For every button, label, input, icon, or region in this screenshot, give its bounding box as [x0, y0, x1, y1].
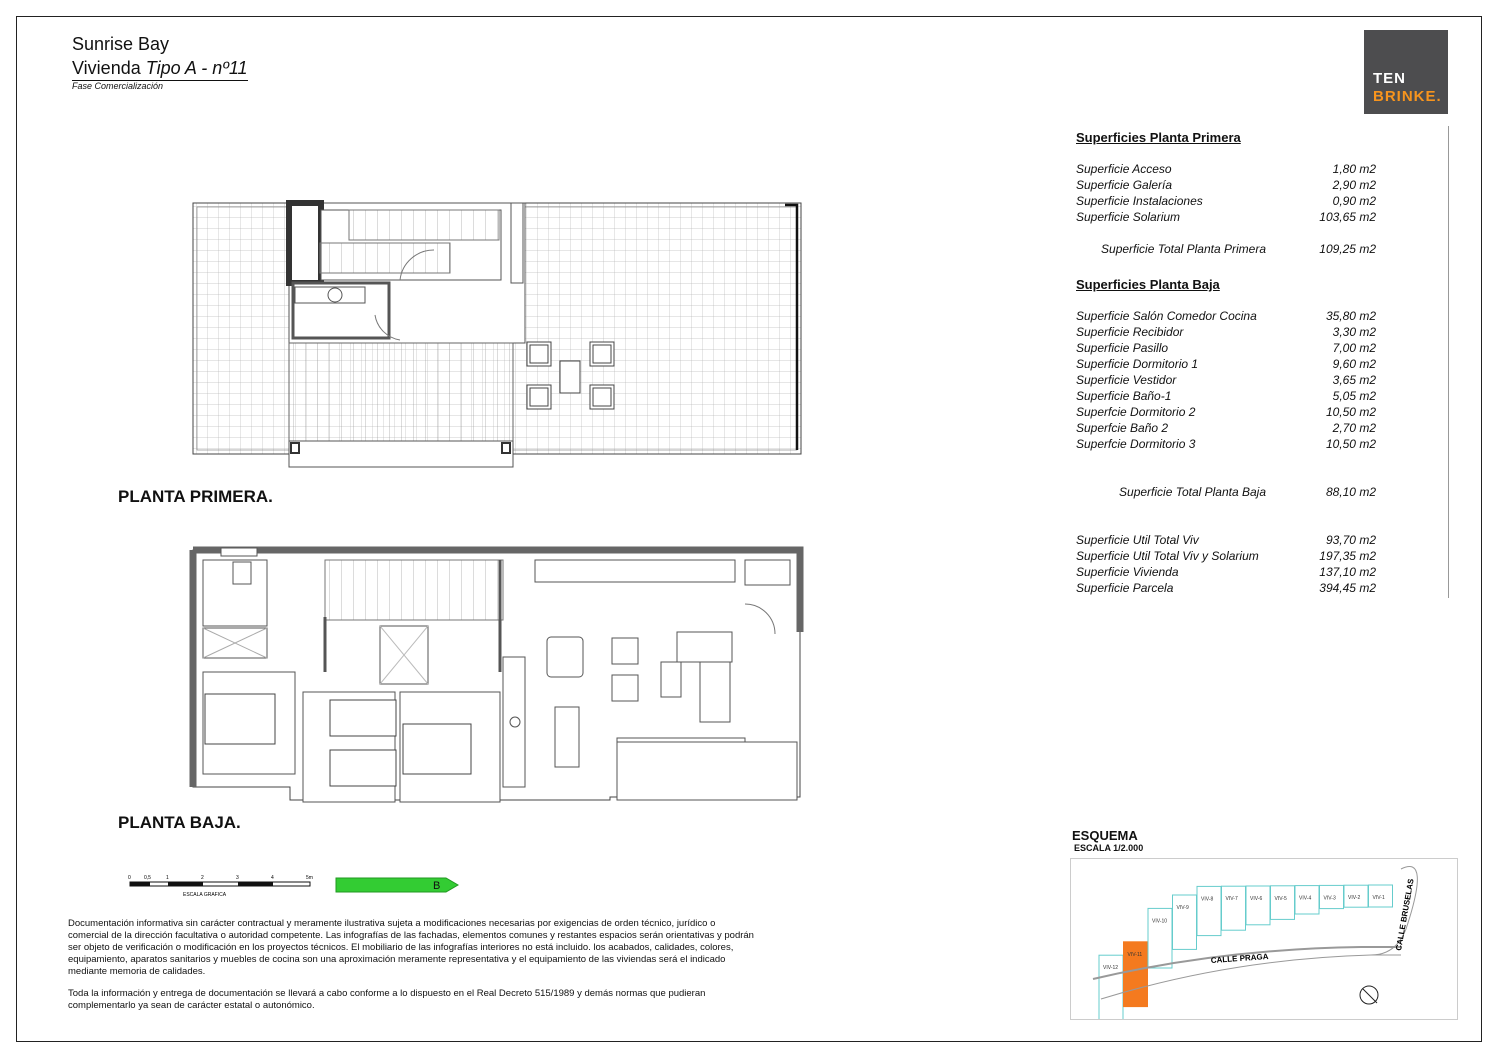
- surface-value: 7,00 m2: [1332, 341, 1376, 355]
- ground-floor-label: PLANTA BAJA.: [118, 813, 241, 832]
- total-label: Superficie Total Planta Baja: [1119, 485, 1266, 499]
- site-unit-label: VIV-11: [1127, 951, 1143, 958]
- site-unit-label: VIV-8: [1201, 896, 1214, 903]
- surface-value: 1,80 m2: [1332, 162, 1376, 176]
- first-floor-heading: Superficies Planta Primera: [1076, 130, 1241, 145]
- total-label: Superficie Total Planta Primera: [1101, 242, 1266, 256]
- surface-label: Superfcie Baño 2: [1076, 421, 1169, 435]
- surface-row: [1076, 309, 1376, 325]
- surface-label: Superficie Galería: [1076, 178, 1173, 192]
- scale-tick: 3: [236, 875, 239, 881]
- street-bruselas-label: CALLE BRUSELAS: [1394, 878, 1416, 952]
- street-praga-label: CALLE PRAGA: [1210, 951, 1269, 965]
- site-plan-map: [1071, 859, 1457, 1019]
- surface-value: 0,90 m2: [1332, 194, 1376, 208]
- energy-rating-label: B: [433, 880, 441, 892]
- site-unit-label: VIV-12: [1103, 965, 1119, 972]
- site-plan: [1070, 858, 1458, 1020]
- surface-label: Superficie Vestidor: [1076, 373, 1177, 387]
- scale-tick: 0: [128, 875, 131, 881]
- surface-label: Superficie Instalaciones: [1076, 194, 1203, 208]
- surface-value: 394,45 m2: [1319, 581, 1376, 595]
- surface-label: Superficie Acceso: [1076, 162, 1172, 176]
- site-unit-label: VIV-7: [1225, 896, 1238, 903]
- site-unit-viv-9: [1173, 895, 1197, 949]
- surface-row: [1076, 405, 1376, 421]
- site-unit-viv-7: [1222, 886, 1246, 930]
- surface-row: [1076, 533, 1376, 549]
- first-floor-label: PLANTA PRIMERA.: [118, 487, 273, 506]
- surface-label: Superficie Util Total Viv y Solarium: [1076, 549, 1259, 563]
- surface-row: [1076, 581, 1376, 597]
- project-title: Sunrise Bay: [72, 34, 170, 54]
- surface-value: 10,50 m2: [1325, 437, 1376, 451]
- surface-value: 3,65 m2: [1332, 373, 1376, 387]
- surface-row: [1076, 341, 1376, 357]
- graphic-scale: [128, 872, 468, 900]
- first-floor-total: [1076, 242, 1376, 258]
- surface-label: Superficie Salón Comedor Cocina: [1076, 309, 1257, 323]
- site-unit-label: VIV-2: [1348, 895, 1361, 902]
- surface-label: Superficie Vivienda: [1076, 565, 1179, 579]
- total-value: 109,25 m2: [1319, 242, 1376, 256]
- surface-label: Superficie Pasillo: [1076, 341, 1169, 355]
- surface-label: Superficie Baño-1: [1076, 389, 1172, 403]
- surface-value: 3,30 m2: [1332, 325, 1376, 339]
- site-unit-viv-8: [1197, 886, 1221, 935]
- surface-row: [1076, 437, 1376, 453]
- scale-tick: 5m: [306, 875, 313, 881]
- unit-title: [72, 58, 248, 81]
- surface-value: 2,70 m2: [1332, 421, 1376, 435]
- scale-caption: ESCALA GRAFICA: [183, 892, 227, 898]
- surface-value: 103,65 m2: [1319, 210, 1376, 224]
- esquema-title: ESQUEMA: [1072, 828, 1138, 843]
- site-unit-viv-10: [1148, 908, 1172, 968]
- table-divider: [1448, 126, 1449, 598]
- site-unit-label: VIV-9: [1176, 905, 1189, 911]
- surface-value: 5,05 m2: [1332, 389, 1376, 403]
- surface-row: [1076, 389, 1376, 405]
- surface-label: Superficie Recibidor: [1076, 325, 1184, 339]
- disclaimer: [68, 918, 758, 1022]
- surface-label: Superfcie Dormitorio 3: [1076, 437, 1196, 451]
- surface-label: Superficie Util Total Viv: [1076, 533, 1199, 547]
- surface-label: Superficie Solarium: [1076, 210, 1181, 224]
- surface-value: 10,50 m2: [1325, 405, 1376, 419]
- surface-value: 137,10 m2: [1319, 565, 1376, 579]
- site-unit-viv-6: [1246, 886, 1270, 925]
- site-unit-label: VIV-6: [1250, 896, 1263, 902]
- disclaimer-paragraph-2: Toda la información y entrega de documentación se llevará a cabo conforme a lo dispuesto en el Real Decreto 515/1989 y demás normas que pudieran complementarlo ya sean de carácter estatal o autonómico.: [68, 988, 706, 1011]
- unit-prefix: Vivienda: [72, 58, 146, 78]
- surface-row: [1076, 373, 1376, 389]
- ground-floor-total: [1076, 485, 1376, 501]
- surface-value: 35,80 m2: [1325, 309, 1376, 323]
- scale-tick: 4: [271, 875, 274, 881]
- surface-row: [1076, 565, 1376, 581]
- surface-row: [1076, 421, 1376, 437]
- surface-row: [1076, 210, 1376, 226]
- surface-row: [1076, 178, 1376, 194]
- surface-row: [1076, 325, 1376, 341]
- total-value: 88,10 m2: [1325, 485, 1376, 499]
- north-arrow-needle: [1363, 989, 1377, 1003]
- site-unit-label: VIV-1: [1372, 895, 1385, 901]
- surface-label: Superficie Parcela: [1076, 581, 1174, 595]
- scale-tick: 2: [201, 875, 204, 881]
- logo-line-1: TEN: [1373, 70, 1406, 87]
- phase-subtitle: Fase Comercialización: [72, 81, 164, 91]
- surface-label: Superfcie Dormitorio 2: [1076, 405, 1196, 419]
- site-unit-viv-5: [1271, 886, 1295, 920]
- surface-value: 93,70 m2: [1325, 533, 1376, 547]
- logo-line-2: BRINKE.: [1373, 88, 1442, 105]
- surface-row: [1076, 357, 1376, 373]
- first-floor-plan: [185, 195, 810, 475]
- company-logo: [1364, 30, 1448, 114]
- surface-value: 197,35 m2: [1319, 549, 1376, 563]
- disclaimer-paragraph-1: Documentación informativa sin carácter contractual y meramente ilustrativa sujeta a modificaciones necesarias por exigencias de orden técnico, jurídico o comercial de la dirección facultativa o autoridad competente. Las infografías de las fachadas, elementos comunes y restantes espacios serán orientativas y podrán ser objeto de verificación o modificación en los proyectos técnicos. El mobiliario de las infografías interiores no está incluido. los acabados, calidades, colores, equipamiento, aparatos sanitarios y muebles de cocina son una aproximación meramente representativa y el equipamiento de las viviendas será el indicado mediante memoria de calidades.: [68, 918, 754, 977]
- esquema-scale: ESCALA 1/2.000: [1074, 843, 1144, 853]
- scale-tick: 0,5: [144, 875, 151, 881]
- surface-row: [1076, 194, 1376, 210]
- unit-type: Tipo A - nº11: [145, 58, 248, 78]
- surface-value: 2,90 m2: [1332, 178, 1376, 192]
- surface-value: 9,60 m2: [1332, 357, 1376, 371]
- surface-label: Superficie Dormitorio 1: [1076, 357, 1199, 371]
- site-unit-label: VIV-4: [1299, 895, 1312, 902]
- ground-floor-heading: Superficies Planta Baja: [1076, 277, 1220, 292]
- site-unit-label: VIV-3: [1323, 895, 1336, 902]
- site-unit-label: VIV-5: [1274, 895, 1287, 902]
- ground-floor-plan: [185, 542, 810, 817]
- scale-tick: 1: [166, 875, 169, 881]
- surface-row: [1076, 162, 1376, 178]
- surface-row: [1076, 549, 1376, 565]
- site-unit-label: VIV-10: [1152, 918, 1168, 925]
